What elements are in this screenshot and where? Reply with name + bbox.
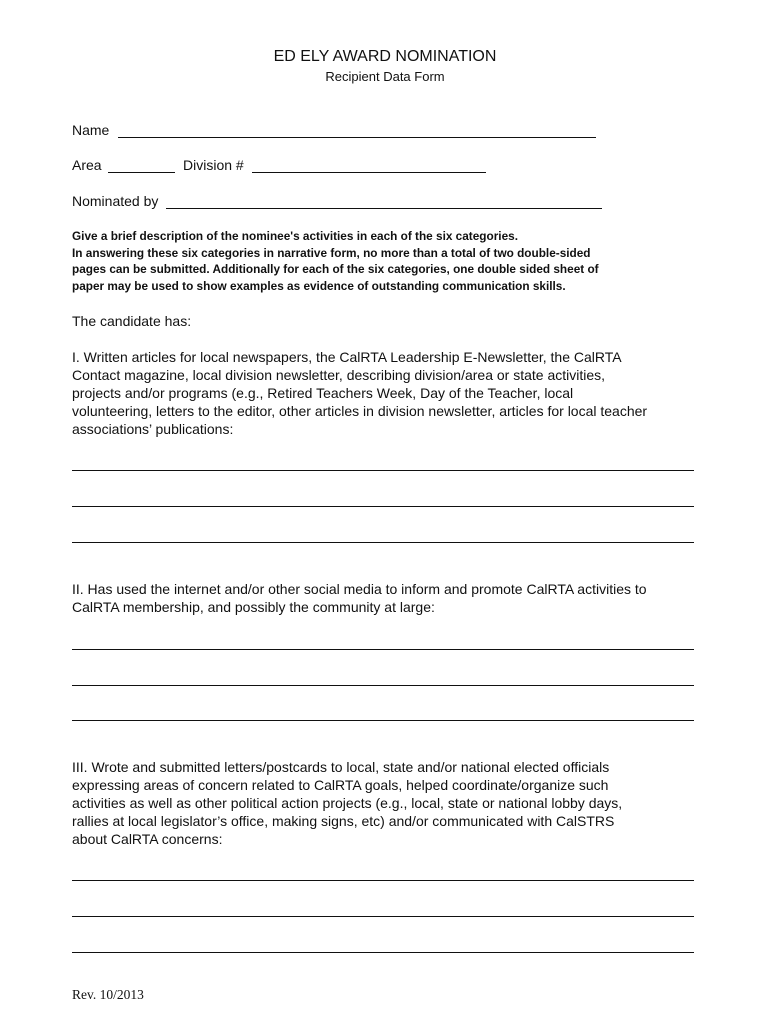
category-2-line: II. Has used the internet and/or other social media to inform and promote CalRTA activities to — [72, 581, 647, 597]
form-title: ED ELY AWARD NOMINATION — [273, 48, 497, 65]
instruction-line: pages can be submitted. Additionally for each of the six categories, one double sided sheet of — [72, 262, 599, 276]
category-2-description — [72, 580, 647, 616]
category-1-line: I. Written articles for local newspapers, the CalRTA Leadership E-Newsletter, the CalRTA — [72, 349, 622, 365]
category-1-line: projects and/or programs (e.g., Retired Teachers Week, Day of the Teacher, local — [72, 385, 574, 401]
instruction-line: In answering these six categories in narrative form, no more than a total of two double-sided — [72, 245, 591, 260]
category-1-answer-line[interactable] — [72, 542, 694, 543]
category-3-line: activities as well as other political action projects (e.g., local, state or national lobby days, — [72, 795, 623, 811]
division-field[interactable] — [252, 172, 486, 173]
category-3-line: about CalRTA concerns: — [72, 831, 223, 847]
category-3-description — [72, 758, 622, 848]
form-subtitle: Recipient Data Form — [325, 69, 445, 84]
category-1-description — [72, 348, 647, 438]
instruction-line: paper may be used to show examples as evidence of outstanding communication skills. — [72, 278, 566, 293]
category-2-line: CalRTA membership, and possibly the community at large: — [72, 599, 435, 615]
category-3-answer-line[interactable] — [72, 916, 694, 917]
category-1-line: volunteering, letters to the editor, other articles in division newsletter, articles for local teacher — [72, 403, 648, 419]
category-2-answer-line[interactable] — [72, 720, 694, 721]
category-3-line: III. Wrote and submitted letters/postcards to local, state and/or national elected officials — [72, 759, 610, 775]
instruction-line: Give a brief description of the nominee's activities in each of the six categories. — [72, 229, 518, 243]
category-1-line: associations’ publications: — [72, 421, 234, 437]
category-3-line: rallies at local legislator’s office, making signs, etc) and/or communicated with CalSTRS — [72, 813, 615, 829]
name-field[interactable] — [118, 137, 596, 138]
category-1-answer-line[interactable] — [72, 506, 694, 507]
category-1-line: Contact magazine, local division newsletter, describing division/area or state activities, — [72, 367, 606, 383]
category-1-answer-line[interactable] — [72, 470, 694, 471]
name-label: Name — [72, 122, 110, 138]
category-3-answer-line[interactable] — [72, 880, 694, 881]
area-field[interactable] — [108, 172, 175, 173]
intro-text: The candidate has: — [72, 313, 192, 329]
area-label: Area — [72, 157, 102, 173]
instructions — [72, 228, 702, 294]
category-3-answer-line[interactable] — [72, 952, 694, 953]
category-3-line: expressing areas of concern related to CalRTA goals, helped coordinate/organize such — [72, 777, 609, 793]
division-label: Division # — [183, 157, 244, 173]
category-2-answer-line[interactable] — [72, 649, 694, 650]
revision-date: Rev. 10/2013 — [72, 987, 144, 1002]
nominated-by-field[interactable] — [166, 208, 602, 209]
nominated-by-label: Nominated by — [72, 193, 159, 209]
category-2-answer-line[interactable] — [72, 685, 694, 686]
